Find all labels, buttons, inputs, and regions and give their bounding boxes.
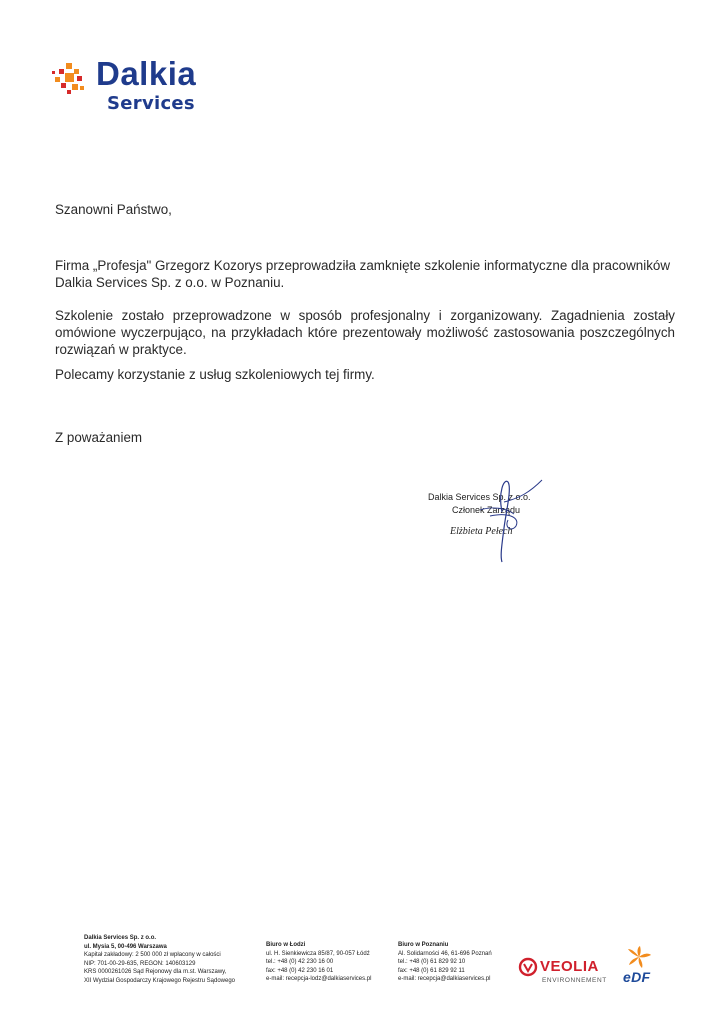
veolia-subtitle: ENVIRONNEMENT <box>542 977 607 984</box>
veolia-logo-icon <box>518 957 538 977</box>
letter-paragraph-3: Polecamy korzystanie z usług szkoleniowych tej firmy. <box>55 367 375 382</box>
letter-closing: Z poważaniem <box>55 430 143 445</box>
letter-paragraph-1: Firma „Profesja" Grzegorz Kozorys przeprowadziła zamknięte szkolenie informatyczne dla pracowników Dalkia Services Sp. z o.o. w Poznaniu. <box>55 258 671 290</box>
footer-poznan-address: Al. Solidarności 46, 61-696 Poznań <box>398 950 492 957</box>
footer-court: XII Wydział Gospodarczy Krajowego Rejestru Sądowego <box>84 977 236 984</box>
footer-poznan-tel: tel.: +48 (0) 61 829 92 10 <box>398 959 466 966</box>
edf-logo-icon <box>624 945 654 969</box>
footer-poznan-email: e-mail: recepcja@dalkiaservices.pl <box>398 976 491 983</box>
handwritten-signature <box>420 472 580 567</box>
edf-logo <box>622 945 656 989</box>
footer-lodz-address: ul. H. Sienkiewicza 85/87, 90-057 Łódź <box>266 950 370 957</box>
stamp-role: Członek Zarządu <box>452 505 521 515</box>
stamp-company: Dalkia Services Sp. z o.o. <box>428 492 531 502</box>
footer-poznan-office <box>398 941 492 984</box>
footer-company-info <box>84 934 235 986</box>
signature-stamp <box>420 472 580 567</box>
logo-company-subtitle: Services <box>107 93 195 114</box>
footer-company-address: ul. Mysia 5, 00-496 Warszawa <box>84 943 167 950</box>
dalkia-logo-icon <box>50 59 90 99</box>
footer-krs: KRS 0000261026 Sąd Rejonowy dla m.st. Warszawy, <box>84 969 227 976</box>
footer-poznan-title: Biuro w Poznaniu <box>398 942 449 948</box>
letter-paragraph-2: Szkolenie zostało przeprowadzone w sposób profesjonalny i zorganizowany. Zagadnienia zostały omówione wyczerpująco, na przykładach które prezentowały możliwość zastosowania poszczególnych rozwiązań w praktyce. <box>55 308 675 357</box>
letter-salutation: Szanowni Państwo, <box>55 202 172 217</box>
footer-capital: Kapitał zakładowy: 2 500 000 zł wpłacony w całości <box>84 952 221 959</box>
footer-nip: NIP: 701-00-29-635, REGON: 140603129 <box>84 960 196 967</box>
footer-lodz-office <box>266 941 371 984</box>
footer-lodz-fax: fax: +48 (0) 42 230 16 01 <box>266 967 334 974</box>
footer-lodz-title: Biuro w Łodzi <box>266 942 306 948</box>
veolia-logo <box>518 955 618 985</box>
edf-name: eDF <box>623 969 651 985</box>
footer-lodz-email: e-mail: recepcja-lodz@dalkiaservices.pl <box>266 976 372 983</box>
logo-company-name: Dalkia <box>96 55 197 92</box>
veolia-name: VEOLIA <box>540 958 599 975</box>
stamp-signer-name: Elżbieta Pełech <box>450 526 513 537</box>
footer-lodz-tel: tel.: +48 (0) 42 230 16 00 <box>266 959 334 966</box>
footer-poznan-fax: fax: +48 (0) 61 829 92 11 <box>398 967 465 974</box>
footer-company-name: Dalkia Services Sp. z o.o. <box>84 935 157 941</box>
dalkia-logo <box>50 55 250 115</box>
